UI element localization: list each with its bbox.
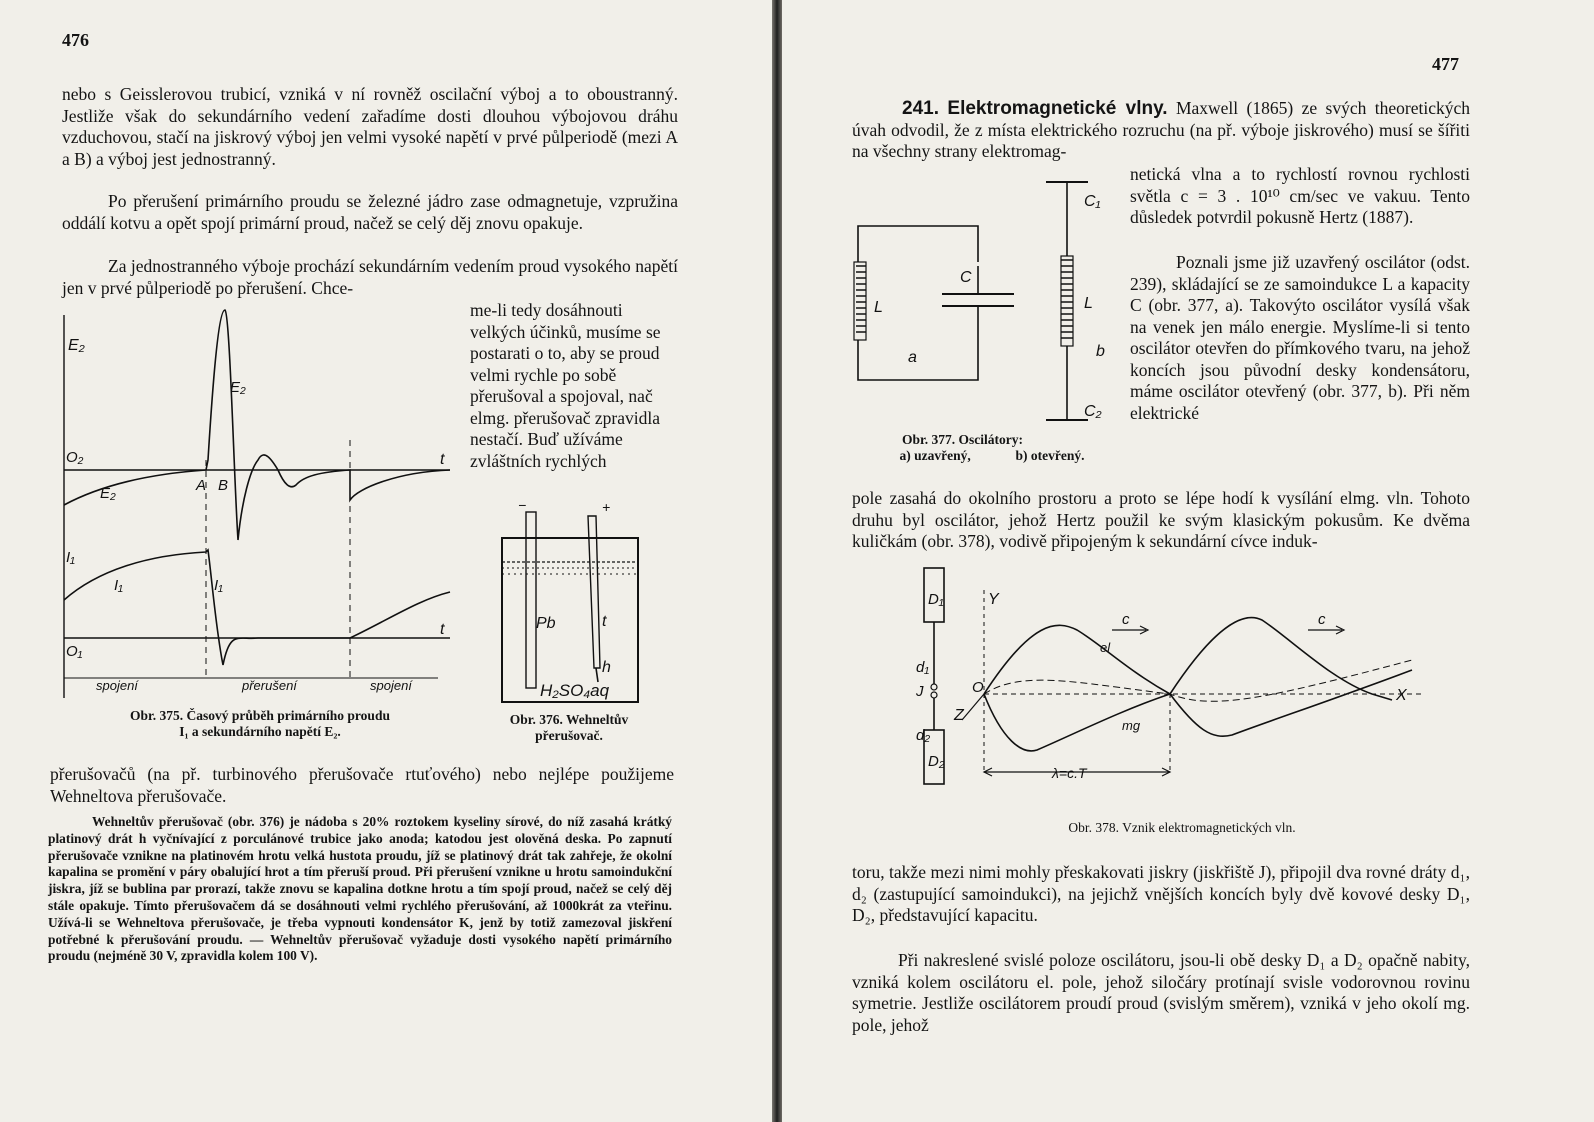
- fig376-label-t: t: [602, 613, 607, 630]
- fig375-label-i1-axis: I₁: [66, 549, 75, 566]
- figure-375: [58, 300, 458, 700]
- fig376-label-plus: +: [602, 499, 611, 515]
- fig378-label-c-2: c: [1318, 611, 1326, 628]
- fig378-label-c-1: c: [1122, 611, 1130, 628]
- right-page: [782, 0, 1594, 1122]
- right-paragraph-3: toru, takže mezi nimi mohly přeskakovati jiskry (jiskřiště J), připojil dva rovné dráty d₁, d₂ (zastupující samoindukci), na jejichž vnějších koncích byly dvě kovové desky D₁, D₂, představující kapacitu.: [852, 862, 1470, 925]
- fig377-label-a: a: [908, 349, 917, 366]
- fig375-caption-line1: Obr. 375. Časový průběh primárního proudu: [130, 708, 390, 723]
- fig377-caption-a: a) uzavřený,: [899, 448, 971, 463]
- fig376-caption-line1: Obr. 376. Wehneltův: [509, 712, 629, 727]
- fig375-label-e2-curve: E₂: [100, 485, 116, 502]
- book-gutter: [772, 0, 782, 1122]
- fig378-label-mg: mg: [1122, 718, 1141, 733]
- section-title: Elektromagnetické vlny.: [947, 98, 1168, 119]
- fig378-label-d2-wire: d₂: [916, 727, 931, 744]
- fig378-label-el: el: [1100, 640, 1111, 655]
- figure-377: [848, 176, 1118, 426]
- left-paragraph-4: přerušovačů (na př. turbinového přerušovače rtuťového) nebo nejlépe použijeme Wehneltova přerušovače.: [50, 764, 674, 806]
- section-number: 241.: [902, 98, 939, 119]
- fig376-label-acid: H₂SO₄aq: [540, 681, 610, 700]
- fig375-label-t2: t: [440, 621, 445, 638]
- fig376-label-minus: −: [518, 498, 527, 513]
- fig378-label-d1-wire: d₁: [916, 659, 930, 676]
- figure-376: [496, 498, 646, 708]
- figure-378: [912, 560, 1432, 800]
- right-paragraph-1-text: Maxwell (1865) ze svých theoretických úvah odvodil, že z místa elektrického rozruchu (na př. výboje jiskrového) musí se šířiti na všechny strany elektromag-: [852, 98, 1471, 161]
- fig375-label-preruseni: přerušení: [242, 678, 297, 693]
- left-paragraph-3-narrow: me-li tedy dosáhnouti velkých účinků, musíme se postarati o to, aby se proud velmi rychle po sobě přerušoval a spojoval, nač elmg. přerušovač zpravidla nestačí. Buď užíváme zvláštních rychlých: [470, 300, 661, 471]
- fig375-label-o2: O₂: [66, 449, 84, 466]
- left-paragraph-1: nebo s Geisslerovou trubicí, vzniká v ní rovněž oscilační výboj a to oboustranný. Jestliže však do sekundárního vedení zařadíme dosti dlouhou výbojovou dráhu vzduchovou, stačí na jiskrový výboj jen velmi vysoké napětí v prvé půlperiodě (mezi A a B) a výboj jest jednostranný.: [62, 84, 678, 169]
- page-number-right: 477: [1432, 54, 1459, 74]
- fig378-label-j: J: [916, 683, 924, 700]
- fig377-caption-b: b) otevřený.: [1015, 448, 1085, 463]
- fig377-caption-line1: Obr. 377. Oscilátory:: [902, 432, 1023, 447]
- fig377-label-b: b: [1096, 343, 1105, 360]
- fig376-label-h: h: [602, 659, 611, 676]
- fig378-label-y: Y: [988, 591, 999, 608]
- fig375-label-e2-peak: E₂: [230, 379, 246, 396]
- fig375-label-b: B: [218, 477, 229, 494]
- left-small-print: Wehneltův přerušovač (obr. 376) je nádoba s 20% roztokem kyseliny sírové, do níž zasahá krátký platinový drát h vyčnívající z porculánové trubice jako anoda; katodou jest olověná deska. Po zapnutí přerušovače vznikne na platinovém hrotu velká hustota proudu, jíž se platinový drát tak zahřeje, že okolní kapalina se promění v páry obalující hrot a tím přeruší proud. Při přerušení vznikne u hrotu samoindukční jiskra, jíž se bublina par prorazí, takže znovu se kapalina dotkne hrotu a tím spojí proud, načež se celý děj stále opakuje. Tímto přerušovačem dá se dosáhnouti velmi rychlého přerušování, až 1000krát za vteřinu. Užívá-li se Wehneltova přerušovače, je třeba vypnouti kondensátor K, jenž by totiž zamezoval jiskření potřebné k přerušování proudu. — Wehneltův přerušovač vyžaduje dosti vysokého napětí primárního proudu (nejméně 30 V, zpravidla kolem 100 V).: [48, 814, 672, 964]
- fig377-label-c1: C₁: [1084, 193, 1101, 210]
- fig376-caption-line2: přerušovač.: [535, 728, 603, 743]
- fig375-caption-line2: I₁ a sekundárního napětí E₂.: [179, 724, 341, 739]
- fig377-label-c: C: [960, 269, 972, 286]
- fig375-label-i1-curve: I₁: [114, 577, 123, 594]
- fig375-label-i1-dip: I₁: [214, 577, 223, 594]
- right-paragraph-4: Při nakreslené svislé poloze oscilátoru, jsou-li obě desky D₁ a D₂ opačně nabity, vzniká kolem oscilátoru el. pole, jehož siločáry protínají svisle vodorovnou rovinu symetrie. Jestliže oscilátorem proudí proud (svislým směrem), vzniká v jeho okolí mg. pole, jehož: [852, 950, 1470, 1035]
- right-paragraph-2-narrow: Poznali jsme již uzavřený oscilátor (odst. 239), skládající se ze samoindukce L a kapacity C (obr. 377, a). Takovýto oscilátor vysílá však na venek jen málo energie. Myslíme-li si tento oscilátor otevřen do přímkového tvaru, na jehož koncích jsou původní desky kondensátoru, máme oscilátor otevřený (obr. 377, b). Při něm elektrické: [1130, 252, 1470, 423]
- fig375-label-spojeni-1: spojení: [96, 678, 138, 693]
- fig376-label-pb: Pb: [536, 615, 556, 632]
- fig375-label-a: A: [196, 477, 207, 494]
- fig377-caption-line2: [866, 448, 1118, 464]
- fig377-label-l2: L: [1084, 295, 1093, 312]
- left-paragraph-2: Po přerušení primárního proudu se železné jádro zase odmagnetuje, vzpružina oddálí kotvu a opět spojí primární proud, načež se celý děj znovu opakuje.: [62, 191, 678, 233]
- fig375-label-spojeni-2: spojení: [370, 678, 412, 693]
- right-paragraph-2-full: pole zasahá do okolního prostoru a proto se lépe hodí k vysílání elmg. vln. Tohoto druhu byl oscilátor, jehož Hertz použil ke svým klasickým pokusům. Ke dvěma kuličkám (obr. 378), vodivě připojeným k sekundární cívce induk-: [852, 488, 1470, 551]
- fig378-caption: Obr. 378. Vznik elektromagnetických vln.: [1068, 820, 1296, 835]
- left-paragraph-3-full: Za jednostranného výboje prochází sekundárním vedením proud vysokého napětí jen v prvé půlperiodě po přerušení. Chce-: [62, 256, 678, 298]
- page-number-left: 476: [62, 30, 89, 50]
- right-paragraph-1-first: [852, 98, 1470, 163]
- right-paragraph-1-narrow: netická vlna a to rychlostí rovnou rychlosti světla c = 3 . 10¹⁰ cm/sec ve vakuu. Tento důsledek potvrdil pokusně Hertz (1887).: [1130, 164, 1470, 227]
- fig378-label-d2: D₂: [928, 753, 945, 770]
- fig375-label-e2-axis: E₂: [68, 337, 85, 354]
- fig375-label-o1: O₁: [66, 643, 83, 660]
- fig378-label-lambda: λ=c.T: [1052, 765, 1087, 781]
- fig378-label-z: Z: [954, 707, 964, 724]
- fig378-label-o: O: [972, 679, 984, 696]
- left-page: [0, 0, 772, 1122]
- fig377-label-l: L: [874, 299, 883, 316]
- fig375-label-t1: t: [440, 451, 445, 468]
- fig377-label-c2: C₂: [1084, 403, 1102, 420]
- fig378-label-d1: D₁: [928, 591, 944, 608]
- fig378-label-x: X: [1396, 687, 1407, 704]
